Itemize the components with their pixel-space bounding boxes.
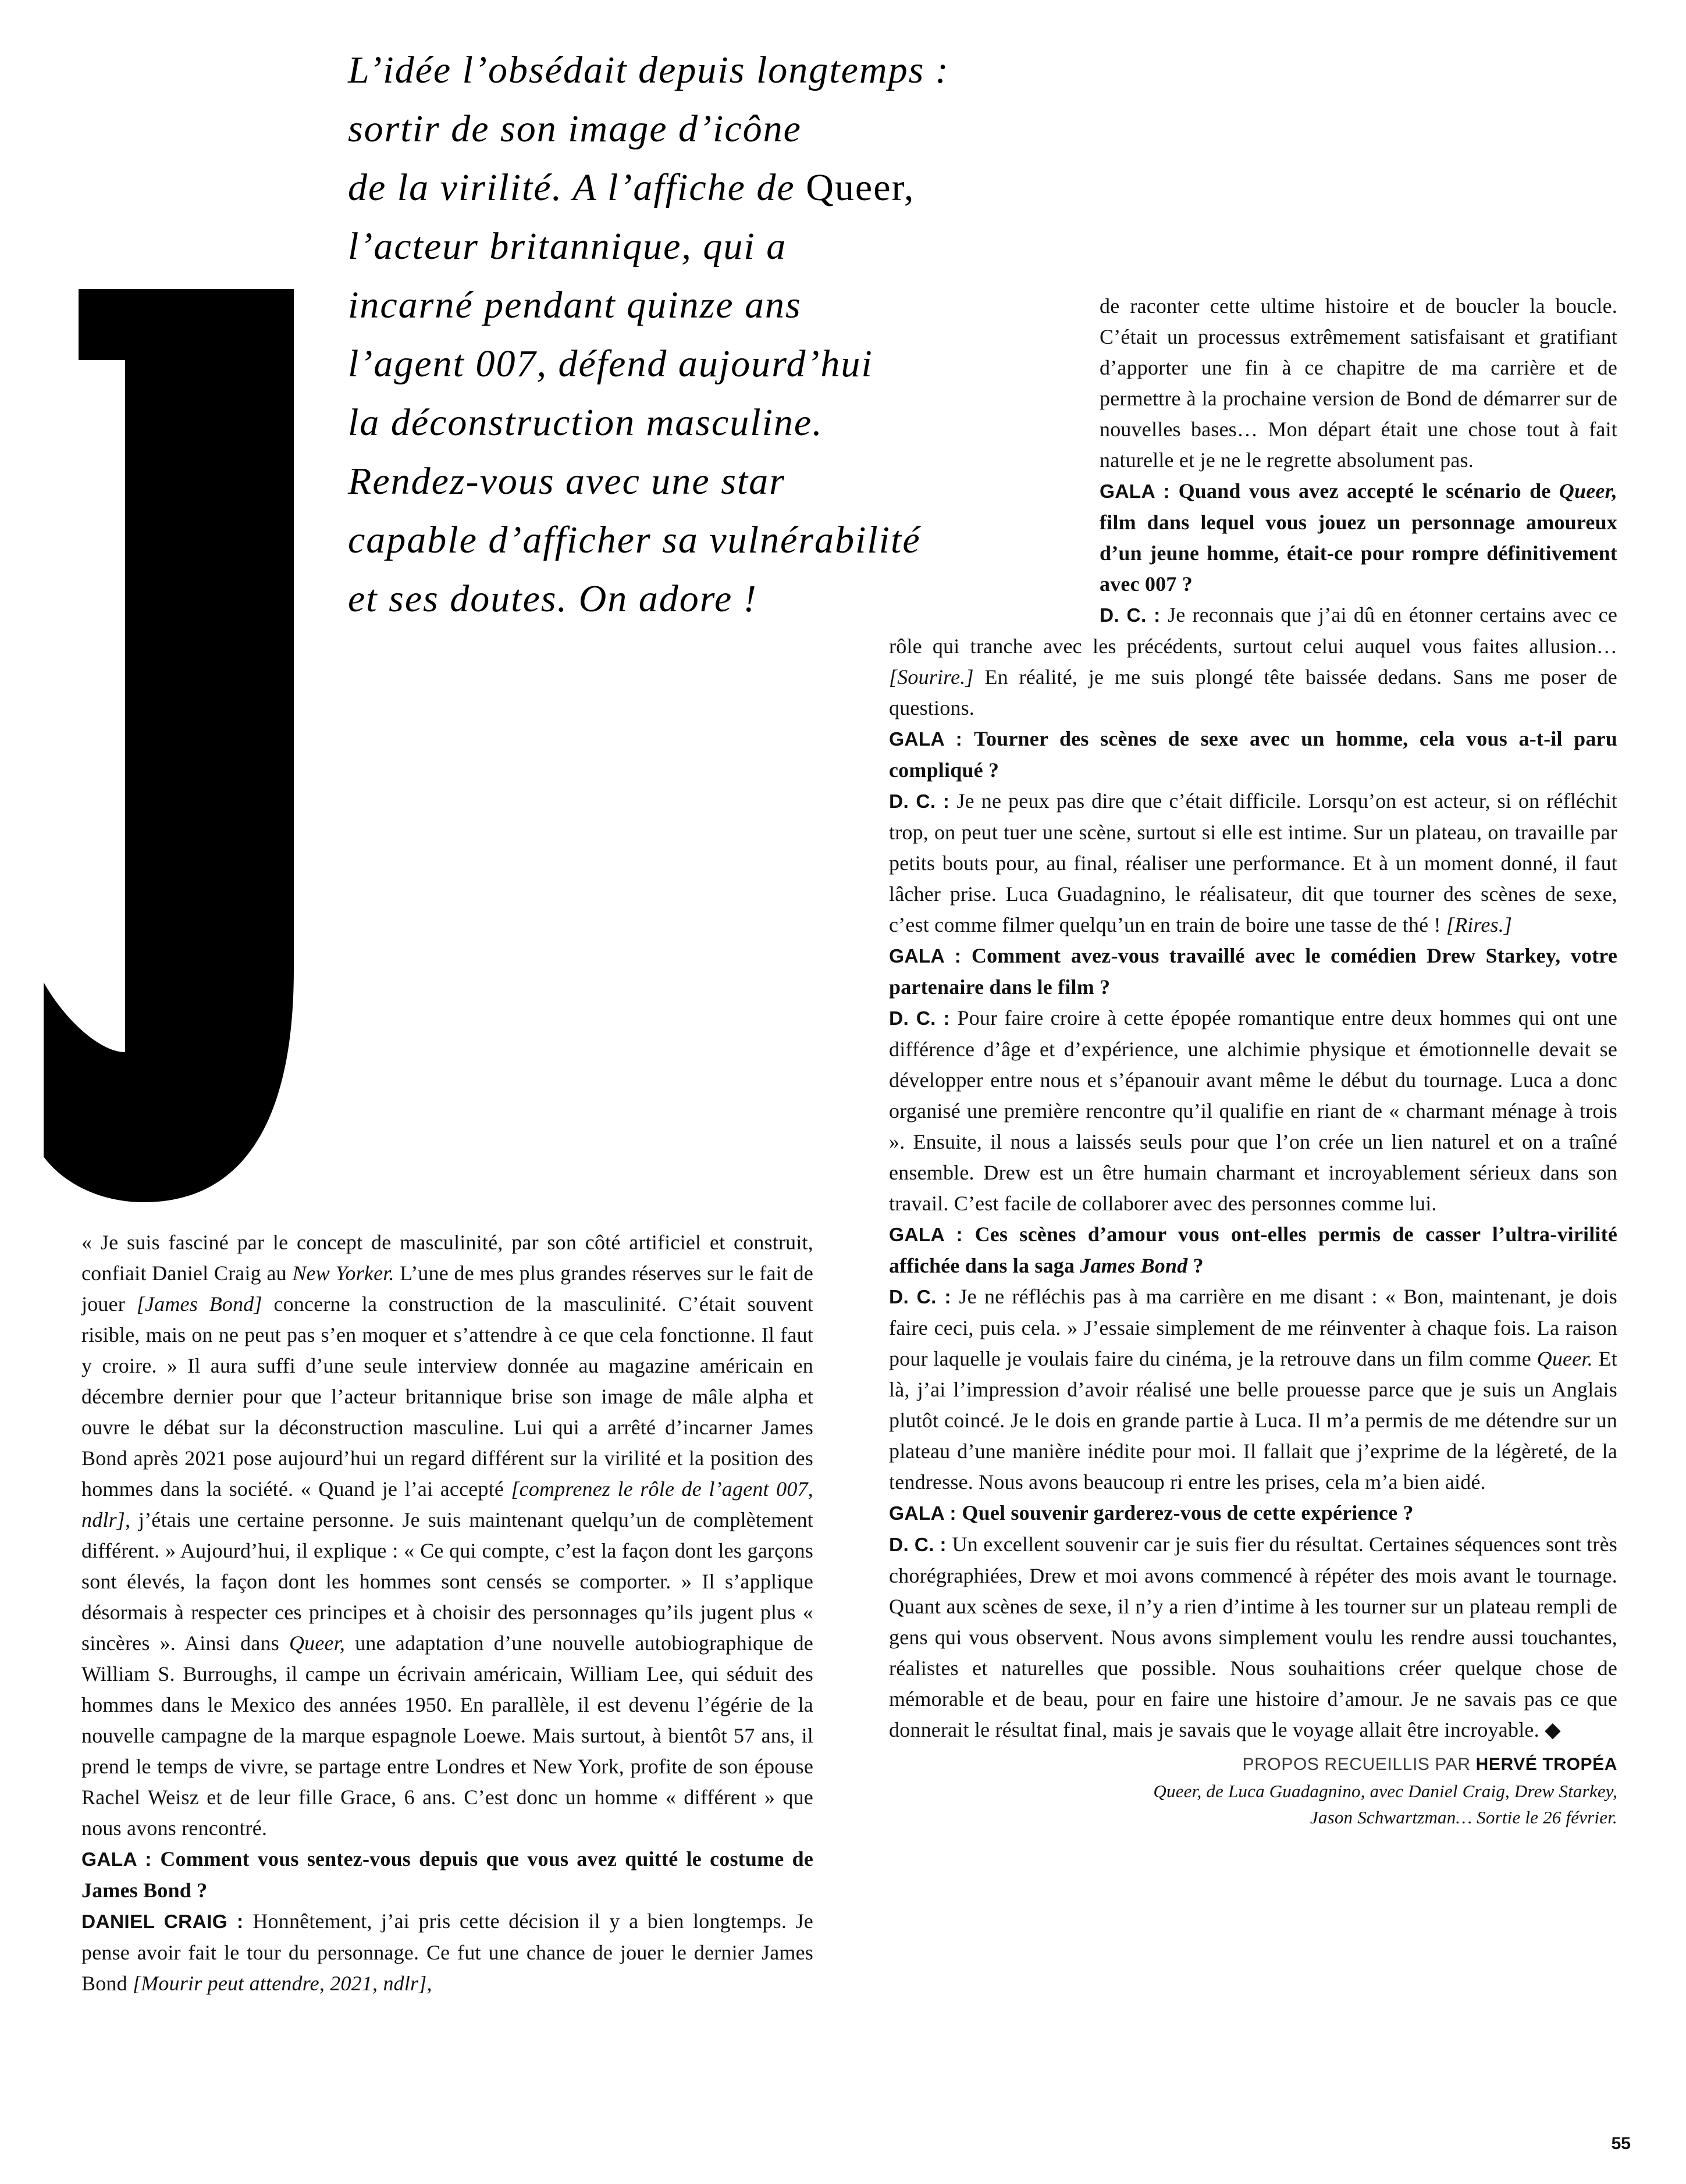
interview-question (889, 1498, 1617, 1529)
speaker-label: GALA : (889, 946, 972, 967)
speaker-label: D. C. : (1100, 605, 1168, 626)
text-segment: En réalité, je me suis plongé tête baissée dedans. Sans me poser de questions. (889, 665, 1617, 719)
intro-line (348, 217, 1081, 276)
intro-text-segment: de la virilité. A l’affiche de (348, 166, 806, 209)
intro-text-segment: L’idée l’obsédait depuis longtemps : (348, 49, 949, 91)
drop-cap-j (44, 289, 294, 1202)
intro-overflow-spacer (889, 291, 1100, 630)
speaker-label: GALA : (889, 729, 974, 750)
text-segment: Quand vous avez accepté le scénario de (1178, 479, 1559, 503)
drop-cap-glyph (44, 289, 294, 1202)
text-segment: concerne la construction de la masculinité. C’était souvent risible, mais on ne peut pas s’en moquer et s’attendre à ce que cela fonctionne. Il faut y croire. » Il aura suffi d’une seule interview donnée au magazine américain en décembre dernier pour que l’acteur britannique brise son image de mâle alpha et ouvre le débat sur la déconstruction masculine. Lui qui a arrêté d’incarner James Bond après 2021 pose aujourd’hui un regard différent sur la virilité et la position des hommes dans la société. « Quand je l’ai accepté (81, 1292, 814, 1501)
speaker-label: D. C. : (889, 791, 957, 813)
intro-line (348, 99, 1081, 158)
text-segment: Et là, j’ai l’impression d’avoir réalisé une belle prouesse parce que je suis un Anglais plutôt coincé. Je le dois en grande partie à Luca. Il m’a permis de me détendre sur un plateau d’une manière inédite pour moi. Il fallait que j’exprime de la légèreté, de la tendresse. Nous avons beaucoup ri entre les prises, cela m’a bien aidé. (889, 1347, 1617, 1494)
film-credits (889, 1804, 1617, 1830)
text-segment: Comment avez-vous travaillé avec le comédien Drew Starkey, votre partenaire dans le film ? (889, 944, 1618, 999)
intro-line (348, 158, 1081, 217)
interview-question (81, 1844, 813, 1906)
text-segment: [comprenez le rôle de l’agent 007, ndlr], (81, 1477, 813, 1531)
speaker-label: D. C. : (889, 1287, 959, 1308)
intro-text-segment: incarné pendant quinze ans (348, 284, 802, 326)
text-segment: [Mourir peut attendre, 2021, ndlr], (133, 1972, 432, 1995)
interview-answer (81, 1906, 813, 1999)
text-segment: Pour faire croire à cette épopée romantique entre deux hommes qui ont une différence d’âge et d’expérience, une alchimie physique et émotionnelle devait se développer entre nous et s’épanouir avant même le début du tournage. Luca a donc organisé une première rencontre qu’il qualifie en riant de « charmant ménage à trois ». Ensuite, il nous a laissés seuls pour que l’on crée un lien naturel et on a traîné ensemble. Drew est un être humain charmant et incroyablement sérieux dans son travail. C’est facile de collaborer avec des personnes comme lui. (889, 1006, 1617, 1215)
text-segment: Comment vous sentez-vous depuis que vous avez quitté le costume de James Bond ? (81, 1847, 813, 1902)
text-segment: Je ne réfléchis pas à ma carrière en me disant : « Bon, maintenant, je dois faire ceci, puis cela. » J’essaie simplement de me réinventer à chaque fois. La raison pour laquelle je voulais faire du cinéma, je la retrouve dans un film comme (889, 1285, 1617, 1370)
text-segment: L’une de mes plus grandes réserves sur le fait de jouer (81, 1262, 814, 1316)
text-segment: [Rires.] (1446, 913, 1513, 936)
text-segment: Queer, (289, 1631, 346, 1655)
text-segment: Honnêtement, j’ai pris cette décision il y a bien longtemps. Je pense avoir fait le tour du personnage. Ce fut une chance de jouer le dernier James Bond (81, 1909, 813, 1995)
intro-text-segment: et ses doutes. On adore ! (348, 578, 757, 620)
text-segment: Tourner des scènes de sexe avec un homme, cela vous a-t-il paru compliqué ? (889, 727, 1618, 782)
text-segment: [Sourire.] (889, 665, 974, 689)
interview-answer (889, 1529, 1617, 1745)
text-segment: Jason Schwartzman… Sortie le 26 février. (1310, 1807, 1617, 1827)
article-column-right (889, 291, 1617, 1830)
intro-line (348, 41, 1081, 99)
interview-answer (889, 786, 1617, 940)
intro-text-segment: sortir de son image d’icône (348, 108, 802, 150)
intro-text-segment: l’agent 007, défend aujourd’hui (348, 343, 873, 385)
speaker-label: GALA : (889, 1503, 962, 1524)
text-segment: Je ne peux pas dire que c’était difficile. Lorsqu’on est acteur, si on réfléchit trop, on peut tuer une scène, surtout si elle est intime. Sur un plateau, on travaille par petits bouts pour, au final, réaliser une performance. Et à un moment donné, il faut lâcher prise. Luca Guadagnino, le réalisateur, dit que tourner des scènes de sexe, c’est comme filmer quelqu’un en train de boire une tasse de thé ! (889, 789, 1617, 936)
text-segment: Queer, de Luca Guadagnino, avec Daniel Craig, Drew Starkey, (1153, 1781, 1617, 1801)
text-segment: PROPOS RECUEILLIS PAR (1242, 1755, 1476, 1774)
text-segment: James Bond (1080, 1254, 1188, 1277)
text-segment: Queer, (1559, 479, 1617, 503)
text-segment: Ces scènes d’amour vous ont-elles permis de casser l’ultra-virilité affichée dans la saga (889, 1223, 1618, 1277)
text-segment: j’étais une certaine personne. Je suis maintenant quelqu’un de complètement différent. » Aujourd’hui, il explique : « Ce qui compte, c’est la façon dont les garçons sont élevés, la façon dont les hommes sont censés se comporter. » Il s’applique désormais à respecter ces principes et à choisir des personnages qu’ils jugent plus « sincères ». Ainsi dans (81, 1508, 813, 1655)
page-number: 55 (1611, 2134, 1631, 2153)
intro-text-segment: Queer, (806, 166, 915, 209)
text-segment: [James Bond] (136, 1292, 262, 1316)
text-segment: de raconter cette ultime histoire et de boucler la boucle. C’était un processus extrêmement satisfaisant et gratifiant d’apporter une fin à ce chapitre de ma carrière et de permettre à la prochaine version de Bond de démarrer sur de nouvelles bases… Mon départ était une chose tout à fait naturelle et je ne le regrette absolument pas. (1100, 294, 1617, 472)
body-paragraph (81, 1227, 813, 1844)
text-segment: Quel souvenir garderez-vous de cette expérience ? (962, 1501, 1414, 1524)
text-segment: New Yorker. (292, 1262, 394, 1285)
text-segment: « Je suis fasciné par le concept de masculinité, par son côté artificiel et construit, confiait Daniel Craig au (81, 1231, 813, 1285)
interview-answer (889, 1281, 1617, 1498)
text-segment: HERVÉ TROPÉA (1475, 1755, 1617, 1774)
text-segment: une adaptation d’une nouvelle autobiographique de William S. Burroughs, il campe un écrivain américain, William Lee, qui séduit des hommes dans le Mexico des années 1950. En parallèle, il est devenu l’égérie de la nouvelle campagne de la marque espagnole Loewe. Mais surtout, à bientôt 57 ans, il prend le temps de vivre, se partage entre Londres et New York, profite de son épouse Rachel Weisz et de leur fille Grace, 6 ans. C’est donc un homme « différent » que nous avons rencontré. (81, 1631, 813, 1840)
byline (889, 1751, 1617, 1778)
intro-text-segment: capable d’afficher sa vulnérabilité (348, 519, 921, 561)
interview-question (889, 724, 1617, 786)
text-segment: Un excellent souvenir car je suis fier du résultat. Certaines séquences sont très chorégraphiées, Drew et moi avons commencé à répéter des mois avant le tournage. Quant aux scènes de sexe, il n’y a rien d’intime à les tourner sur un plateau rempli de gens qui vous observent. Nous avons simplement voulu les rendre aussi touchantes, réalistes et naturelles que possible. Nous souhaitions créer quelque chose de mémorable et de beau, pour en faire une histoire d’amour. Je ne savais pas ce que donnerait le résultat final, mais je savais que le voyage allait être incroyable. ◆ (889, 1533, 1617, 1741)
text-segment: ? (1187, 1254, 1204, 1277)
interview-answer (889, 1003, 1617, 1219)
speaker-label: GALA : (1100, 481, 1179, 503)
speaker-label: D. C. : (889, 1008, 958, 1029)
article-column-left (81, 1227, 813, 1999)
speaker-label: DANIEL CRAIG : (81, 1911, 253, 1933)
interview-question (889, 940, 1617, 1003)
intro-text-segment: Rendez-vous avec une star (348, 460, 785, 503)
text-segment: Queer. (1536, 1347, 1593, 1370)
speaker-label: D. C. : (889, 1534, 952, 1556)
speaker-label: GALA : (889, 1224, 975, 1246)
interview-question (889, 1219, 1617, 1281)
speaker-label: GALA : (81, 1849, 161, 1871)
intro-text-segment: la déconstruction masculine. (348, 401, 823, 444)
text-segment: Je reconnais que j’ai dû en étonner certains avec ce rôle qui tranche avec les précédents, surtout celui auquel vous faites allusion… (889, 603, 1617, 658)
film-credits (889, 1778, 1617, 1804)
text-segment: film dans lequel vous jouez un personnage amoureux d’un jeune homme, était-ce pour rompre définitivement avec 007 ? (1100, 511, 1617, 596)
intro-text-segment: l’acteur britannique, qui a (348, 225, 787, 268)
